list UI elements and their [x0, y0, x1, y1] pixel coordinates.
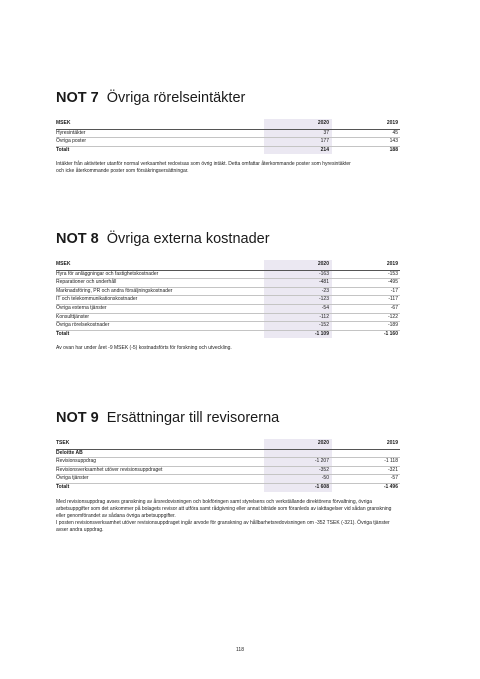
total-row	[56, 483, 400, 491]
total-label: Totalt	[56, 483, 70, 490]
table-row	[56, 458, 400, 467]
note-8-title	[56, 230, 400, 248]
row-value-2019: -122	[332, 313, 400, 322]
row-label: Övriga tjänster	[56, 475, 264, 484]
total-value-2019: -1 160	[383, 330, 398, 337]
year-2019-header: 2019	[332, 439, 400, 449]
row-value-2020: -352	[264, 466, 332, 475]
unit-header: MSEK	[56, 260, 264, 270]
row-value-2020: -23	[264, 287, 332, 296]
row-label: Konsulttjänster	[56, 313, 264, 322]
table-header-row	[56, 439, 400, 449]
total-value-2020: -1 608	[264, 483, 332, 491]
note-9-table	[56, 439, 400, 492]
table-row	[56, 313, 400, 322]
year-2019-header: 2019	[332, 260, 400, 270]
row-label: Marknadsföring, PR och andra försäljningskostnader	[56, 287, 264, 296]
note-7-name: Övriga rörelseintäkter	[106, 90, 246, 106]
note-8-description	[56, 345, 356, 352]
row-value-2020: -112	[264, 313, 332, 322]
total-value-2020: 214	[264, 146, 332, 154]
row-value-2019: -495	[332, 279, 400, 288]
table-row	[56, 138, 400, 147]
empty-cell	[332, 449, 400, 458]
row-value-2019: -17	[332, 287, 400, 296]
row-value-2020: -123	[264, 296, 332, 305]
row-value-2020: -50	[264, 475, 332, 484]
row-value-2019: -57	[332, 475, 400, 484]
row-label: Övriga rörelsekostnader	[56, 322, 264, 331]
row-value-2019: -67	[332, 304, 400, 313]
total-value-2019: 188	[389, 146, 398, 153]
note-7-description	[56, 161, 356, 175]
total-value-2019: -1 496	[383, 483, 398, 490]
row-label: IT och telekommunikationskostnader	[56, 296, 264, 305]
row-label: Hyresintäkter	[56, 129, 264, 138]
auditor-name: Deloitte AB	[56, 449, 264, 458]
description-paragraph: Med revisionsuppdrag avses granskning av årsredovisningen och bokföringen samt styrelsens och verkställande direktörens förvaltning, övriga arbetsuppgifter som det ankommer på bolagets revisor att utföra samt rådgivning eller annat biträde som föranleds av iakttagelser vid sådan granskning eller genomförandet av sådana övriga arbetsuppgifter.	[56, 498, 392, 519]
note-7-title	[56, 89, 400, 107]
note-9-title	[56, 409, 400, 427]
row-value-2019: -1 118	[332, 458, 400, 467]
row-value-2019: -189	[332, 322, 400, 331]
row-value-2019: 45	[332, 129, 400, 138]
note-9-description	[56, 499, 396, 534]
year-2020-header: 2020	[264, 119, 332, 129]
row-value-2020: -54	[264, 304, 332, 313]
row-label: Övriga externa tjänster	[56, 304, 264, 313]
row-value-2019: -117	[332, 296, 400, 305]
year-2020-header: 2020	[264, 260, 332, 270]
note-7-section	[56, 89, 400, 175]
note-9-number: NOT 9	[56, 410, 99, 426]
table-row	[56, 296, 400, 305]
note-8-name: Övriga externa kostnader	[106, 231, 270, 247]
year-2019-header: 2019	[332, 119, 400, 129]
row-value-2020: 37	[264, 129, 332, 138]
row-value-2020: -1 207	[264, 458, 332, 467]
description-paragraph: I posten revisionsverksamhet utöver revisionsuppdraget ingår arvode för granskning av hållbarhetsredovisningen om -352 TSEK (-321). Övriga tjänster avser andra uppdrag.	[56, 519, 390, 533]
table-header-row	[56, 119, 400, 129]
table-row	[56, 466, 400, 475]
table-row	[56, 304, 400, 313]
year-2020-header: 2020	[264, 439, 332, 449]
note-8-number: NOT 8	[56, 231, 99, 247]
unit-header: MSEK	[56, 119, 264, 129]
description-paragraph: Intäkter från aktiviteter utanför normal verksamhet redovisas som övrig intäkt. Detta omfattar återkommande poster som hyresintäkter och icke återkommande poster som försäkringsersättningar.	[56, 161, 351, 175]
table-row	[56, 287, 400, 296]
description-paragraph: Av ovan har under året -9 MSEK (-5) kostnadsförts för forskning och utveckling.	[56, 345, 232, 352]
note-9-section	[56, 409, 400, 534]
empty-cell	[264, 449, 332, 458]
total-label: Totalt	[56, 146, 70, 153]
note-7-number: NOT 7	[56, 90, 99, 106]
total-value-2020: -1 109	[264, 330, 332, 338]
table-row	[56, 270, 400, 279]
row-value-2019: 143	[332, 138, 400, 147]
row-label: Revisionsverksamhet utöver revisionsuppdraget	[56, 466, 264, 475]
total-row	[56, 330, 400, 338]
note-8-section	[56, 230, 400, 352]
total-row	[56, 146, 400, 154]
page-number: 118	[236, 647, 244, 653]
table-row	[56, 322, 400, 331]
subheader-row	[56, 449, 400, 458]
row-value-2019: -153	[332, 270, 400, 279]
row-label: Hyra för anläggningar och fastighetskostnader	[56, 270, 264, 279]
total-label: Totalt	[56, 330, 70, 337]
row-label: Reparationer och underhåll	[56, 279, 264, 288]
row-value-2020: -481	[264, 279, 332, 288]
unit-header: TSEK	[56, 439, 264, 449]
row-label: Revisionsuppdrag	[56, 458, 264, 467]
row-value-2020: -152	[264, 322, 332, 331]
table-row	[56, 475, 400, 484]
row-value-2019: -321	[332, 466, 400, 475]
note-9-name: Ersättningar till revisorerna	[106, 410, 280, 426]
table-row	[56, 129, 400, 138]
row-label: Övriga poster	[56, 138, 264, 147]
note-8-table	[56, 260, 400, 338]
row-value-2020: 177	[264, 138, 332, 147]
row-value-2020: -163	[264, 270, 332, 279]
table-row	[56, 279, 400, 288]
table-header-row	[56, 260, 400, 270]
note-7-table	[56, 119, 400, 154]
